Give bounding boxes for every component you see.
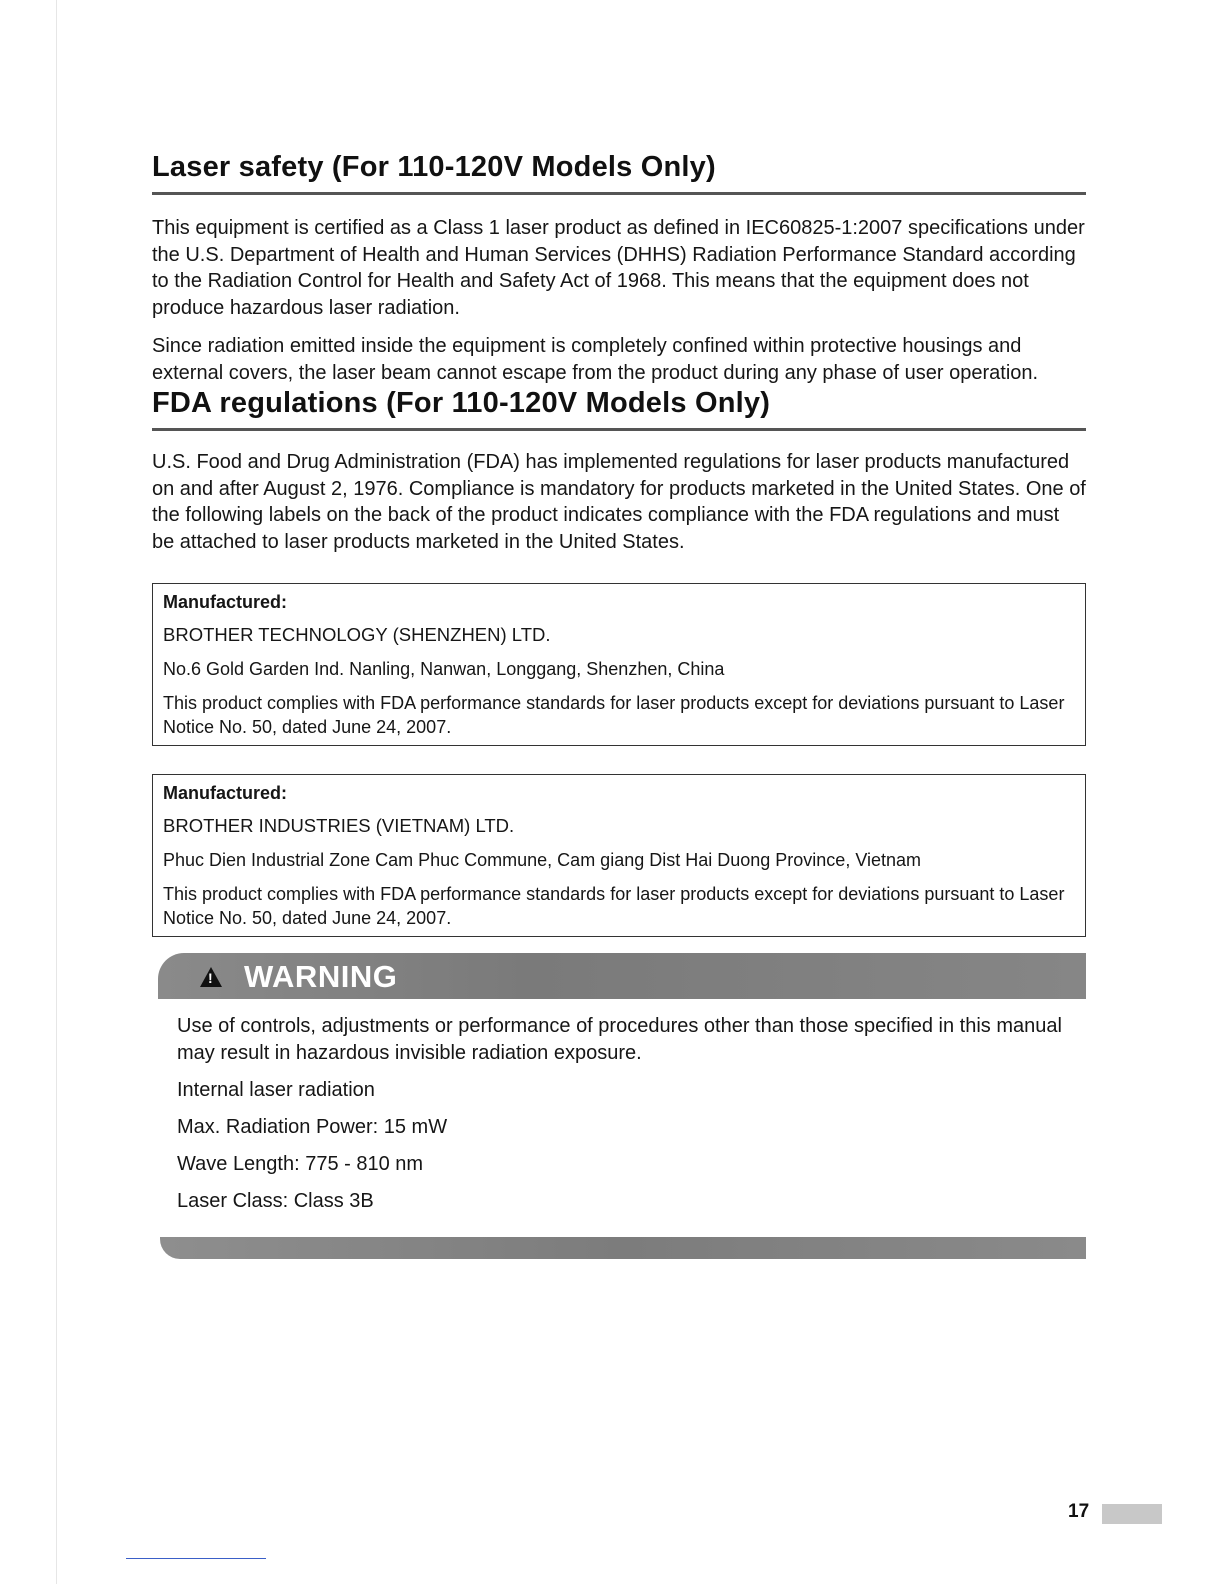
- warning-label: WARNING: [244, 959, 398, 994]
- fda-regulations-title: FDA regulations (For 110-120V Models Only): [152, 386, 1086, 431]
- laser-safety-title: Laser safety (For 110-120V Models Only): [152, 150, 1086, 195]
- warning-spec-radiation: Internal laser radiation: [177, 1079, 375, 1101]
- manufacturer-address: Phuc Dien Industrial Zone Cam Phuc Commune, Cam giang Dist Hai Duong Province, Vietnam: [163, 850, 922, 870]
- manufacturer-address: No.6 Gold Garden Ind. Nanling, Nanwan, Longgang, Shenzhen, China: [163, 659, 725, 679]
- manufacturer-label-shenzhen: [152, 583, 1086, 746]
- warning-body: [177, 1013, 1086, 1215]
- fda-regulations-section: [152, 386, 1086, 937]
- page-number-tab: [1102, 1504, 1162, 1524]
- warning-spec-power: Max. Radiation Power: 15 mW: [177, 1116, 448, 1138]
- page-margin-rule: [56, 0, 57, 1584]
- manufacturer-company: BROTHER INDUSTRIES (VIETNAM) LTD.: [163, 815, 515, 836]
- manufacturer-company: BROTHER TECHNOLOGY (SHENZHEN) LTD.: [163, 624, 551, 645]
- warning-footer-bar: [160, 1237, 1086, 1259]
- warning-banner: [158, 953, 1086, 999]
- manufacturer-heading: Manufactured:: [163, 783, 288, 803]
- warning-spec-wavelength: Wave Length: 775 - 810 nm: [177, 1153, 424, 1175]
- warning-section: [152, 953, 1086, 1259]
- warning-triangle-icon: [200, 967, 222, 987]
- manufacturer-compliance: This product complies with FDA performance standards for laser products except for deviations pursuant to Laser Notice No. 50, dated June 24, 2007.: [163, 693, 1065, 737]
- manufacturer-compliance: This product complies with FDA performance standards for laser products except for deviations pursuant to Laser Notice No. 50, dated June 24, 2007.: [163, 884, 1065, 928]
- manufacturer-heading: Manufactured:: [163, 592, 288, 612]
- page-number: 17: [1068, 1501, 1090, 1522]
- laser-safety-paragraph-1: This equipment is certified as a Class 1 laser product as defined in IEC60825-1:2007 specifications under the U.S. Department of Health and Human Services (DHHS) Radiation Performance Standard according to the Radiation Control for Health and Safety Act of 1968. This means that the equipment does not produce hazardous laser radiation.: [152, 217, 1085, 319]
- manufacturer-label-vietnam: [152, 774, 1086, 937]
- warning-text: Use of controls, adjustments or performance of procedures other than those specified in this manual may result in hazardous invisible radiation exposure.: [177, 1015, 1062, 1064]
- warning-spec-class: Laser Class: Class 3B: [177, 1190, 374, 1212]
- page-content: [152, 150, 1086, 1259]
- laser-safety-paragraph-2: Since radiation emitted inside the equipment is completely confined within protective housings and external covers, the laser beam cannot escape from the product during any phase of user operation.: [152, 335, 1039, 384]
- fda-regulations-paragraph: U.S. Food and Drug Administration (FDA) has implemented regulations for laser products manufactured on and after August 2, 1976. Compliance is mandatory for products marketed in the United States. One of the following labels on the back of the product indicates compliance with the FDA regulations and must be attached to laser products marketed in the United States.: [152, 451, 1086, 553]
- laser-safety-section: [152, 150, 1086, 386]
- footer-rule: [126, 1558, 266, 1559]
